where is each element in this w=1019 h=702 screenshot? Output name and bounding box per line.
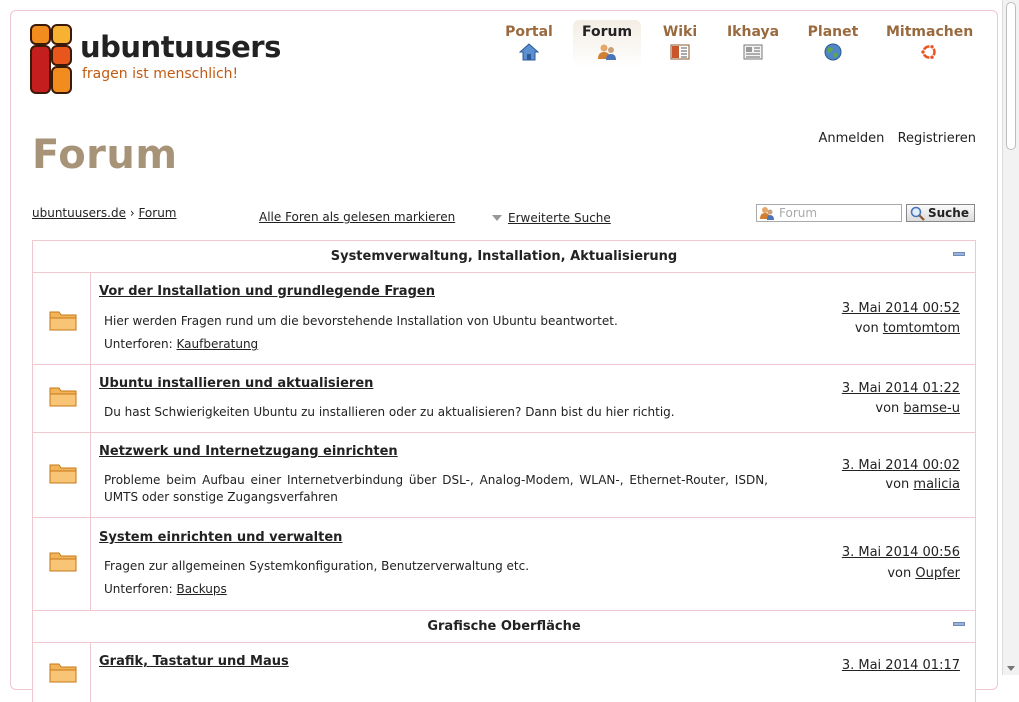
forum-row: [32, 364, 976, 432]
forum-description: Hier werden Fragen rund um die bevorstehende Installation von Ubuntu beantwortet.: [104, 314, 618, 328]
users-search-icon: [760, 206, 774, 220]
nav-forum[interactable]: [573, 20, 641, 68]
collapse-icon[interactable]: [953, 622, 965, 626]
advanced-search-toggle[interactable]: [492, 211, 611, 225]
mark-all-read-link[interactable]: Alle Foren als gelesen markieren: [259, 210, 456, 224]
last-post-author: [885, 477, 960, 492]
search-placeholder: Forum: [779, 206, 818, 220]
last-post-author: [855, 321, 960, 336]
search-button[interactable]: [906, 204, 975, 222]
search-button-label: Suche: [928, 206, 969, 220]
last-post-by-label: von: [854, 321, 879, 336]
last-post-by-label: von: [885, 477, 910, 492]
last-post-user-link[interactable]: malicia: [913, 477, 960, 492]
folder-icon: [49, 385, 77, 407]
logo-mark-icon: [30, 24, 74, 96]
ubuntu-icon: [919, 43, 939, 61]
forum-row: [32, 272, 976, 364]
forum-icon-cell: [33, 365, 91, 432]
logo-name: ubuntuusers: [80, 30, 281, 64]
users-icon: [597, 43, 617, 61]
folder-icon: [49, 550, 77, 572]
forum-description: Du hast Schwierigkeiten Ubuntu zu installieren oder zu aktualisieren? Dann bist du hier richtig.: [104, 405, 675, 419]
category-header: [32, 610, 976, 642]
nav-mitmachen-label: Mitmachen: [886, 24, 974, 40]
nav-ikhaya-label: Ikhaya: [726, 24, 780, 40]
scroll-down-arrow-icon[interactable]: [1007, 666, 1015, 671]
forum-title-link[interactable]: Ubuntu installieren und aktualisieren: [99, 376, 374, 391]
folder-icon: [49, 309, 77, 331]
last-post-author: [875, 401, 960, 416]
breadcrumb: [32, 206, 177, 220]
user-links: [810, 131, 976, 146]
nav-wiki[interactable]: [658, 20, 702, 68]
globe-icon: [823, 43, 843, 61]
breadcrumb-home[interactable]: ubuntuusers.de: [32, 206, 126, 220]
breadcrumb-separator: ›: [129, 206, 135, 220]
forum-table: [32, 240, 976, 702]
forum-title-link[interactable]: Grafik, Tastatur und Maus: [99, 654, 289, 669]
breadcrumb-forum[interactable]: Forum: [138, 206, 177, 220]
forum-description: Probleme beim Aufbau einer Internetverbindung über DSL-, Analog-Modem, WLAN-, Ethernet-Router, ISDN, UMTS oder sonstige Zugangsverfahren: [104, 473, 768, 504]
nav-mitmachen[interactable]: [886, 20, 972, 68]
subforums-label: Unterforen:: [104, 337, 173, 351]
logo-tagline: fragen ist menschlich!: [82, 66, 239, 82]
last-post-user-link[interactable]: tomtomtom: [882, 321, 960, 336]
subforum-link[interactable]: Backups: [176, 582, 227, 596]
last-post-user-link[interactable]: bamse-u: [903, 401, 960, 416]
forum-icon-cell: [33, 433, 91, 517]
last-post-date[interactable]: 3. Mai 2014 01:17: [841, 658, 960, 673]
last-post-date[interactable]: 3. Mai 2014 01:22: [841, 381, 960, 396]
nav-planet-label: Planet: [807, 24, 859, 40]
forum-row: [32, 517, 976, 610]
nav-portal-label: Portal: [505, 24, 553, 40]
subforum-link[interactable]: Kaufberatung: [176, 337, 259, 351]
last-post-user-link[interactable]: Oupfer: [915, 566, 960, 581]
nav-wiki-label: Wiki: [662, 24, 698, 40]
forum-icon-cell: [33, 273, 91, 364]
nav-forum-label: Forum: [581, 24, 633, 40]
last-post-by-label: von: [887, 566, 912, 581]
last-post-by-label: von: [875, 401, 900, 416]
subforums: [104, 337, 258, 351]
forum-row: [32, 432, 976, 517]
vertical-scrollbar[interactable]: [1002, 0, 1019, 675]
forum-title-link[interactable]: Netzwerk und Internetzugang einrichten: [99, 444, 398, 459]
forum-title-link[interactable]: System einrichten und verwalten: [99, 530, 343, 545]
chevron-down-icon: [492, 215, 502, 221]
nav-planet[interactable]: [805, 20, 861, 68]
subforums-label: Unterforen:: [104, 582, 173, 596]
home-icon: [519, 43, 539, 61]
last-post-author: [887, 566, 960, 581]
category-header: [32, 240, 976, 272]
last-post-date[interactable]: 3. Mai 2014 00:56: [841, 545, 960, 560]
nav-portal[interactable]: [500, 20, 558, 68]
forum-description: Fragen zur allgemeinen Systemkonfiguration, Benutzerverwaltung etc.: [104, 559, 530, 573]
subforums: [104, 582, 227, 596]
magnifier-icon: [910, 206, 925, 221]
folder-icon: [49, 462, 77, 484]
advanced-search-label: Erweiterte Suche: [508, 211, 611, 225]
nav-ikhaya[interactable]: [722, 20, 784, 68]
category-title: Grafische Oberfläche: [427, 619, 581, 634]
scrollbar-thumb[interactable]: [1006, 2, 1016, 150]
forum-row: [32, 642, 976, 702]
login-link[interactable]: Anmelden: [818, 131, 885, 146]
collapse-icon[interactable]: [953, 252, 965, 256]
category-title: Systemverwaltung, Installation, Aktualisierung: [330, 249, 678, 264]
last-post-date[interactable]: 3. Mai 2014 00:02: [841, 458, 960, 473]
last-post-date[interactable]: 3. Mai 2014 00:52: [841, 301, 960, 316]
forum-icon-cell: [33, 518, 91, 610]
site-logo[interactable]: [30, 24, 281, 96]
search-input[interactable]: [756, 204, 902, 222]
page-title: Forum: [32, 132, 178, 178]
forum-icon-cell: [33, 643, 91, 702]
book-icon: [670, 43, 690, 61]
forum-title-link[interactable]: Vor der Installation und grundlegende Fragen: [99, 284, 435, 299]
register-link[interactable]: Registrieren: [897, 131, 976, 146]
folder-icon: [49, 661, 77, 683]
news-icon: [743, 43, 763, 61]
